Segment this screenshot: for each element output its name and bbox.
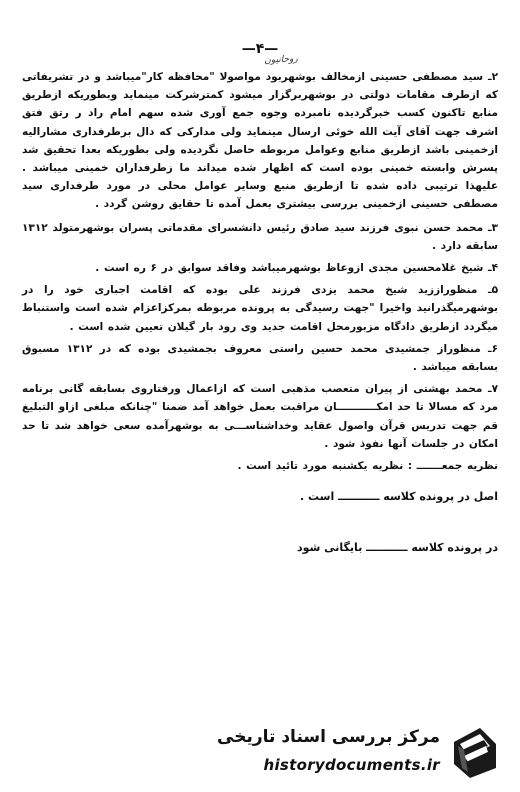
page-number: —۴— <box>241 41 279 57</box>
filing-note-copy: در پرونده کلاسه ـــــــــــ بایگانی شود <box>296 541 498 554</box>
filing-note-original: اصل در پرونده کلاسه ـــــــــــ است . <box>300 490 498 503</box>
paragraph-6: ۶ـ منظوراز جمشیدی محمد حسین راستی معروف بجمشیدی بوده که در ۱۳۱۲ مسبوق بسابقه میباشد . <box>22 342 498 374</box>
watermark-logo <box>217 722 502 784</box>
paragraph-5: ۵ـ منظوراززید شیخ محمد یزدی فرزند علی بوده که اقامت اجباری خود را در بوشهرمیگذرانید واخیرا "جهت رسیدگی به پرونده مربوطه بمرکزاعزام شده است واستنباط میگردد ازطریق دادگاه مزبورمحل اقامت جدید وی رود بار گیلان تعیین شده است . <box>22 284 498 333</box>
archive-logo-icon <box>446 724 502 780</box>
archive-url: historydocuments.ir <box>263 756 440 774</box>
paragraph-4: ۴ـ شیخ غلامحسین مجدی ازوعاظ بوشهرمیباشد وفاقد سوابق در ۶ ره است . <box>95 262 498 275</box>
paragraph-7: ۷ـ محمد بهشتی از پیران متعصب مذهبی است که ازاعمال ورفتاروی بسابقه گانی برنامه مرد که مسالا تا حد امکـــــــــــان مراقبت بعمل خواهد آمد ضمنا "چنانکه مبلغی ازاو التبلیغ قم جهت تدریس قرآن واصول عقاید وخداشناســـی به بوشهرآمده سعی خواهد شد تا حد امکان در جلسات آنها نفوذ شود . <box>22 383 498 450</box>
handwritten-note: روحانیون <box>264 54 298 66</box>
paragraph-3: ۳ـ محمد حسن نبوی فرزند سید صادق رئیس دانشسرای مقدماتی پسران بوشهرمتولد ۱۳۱۲ سابقه دارد . <box>22 221 498 252</box>
paragraph-opinion: نظریه جمعـــــــ : نظریه یکشنبه مورد تائید است . <box>237 460 498 473</box>
paragraph-2: ۲ـ سید مصطفی حسینی ازمخالف بوشهربود مواصولا "محافظه کار"میباشد و در تشریفاتی که ازطرف مقامات دولتی در بوشهربرگزار میشود کمترشرکت مینماید وبطوریکه ازطریق منابع تاکنون کسب خبرگردیده نامبرده وجوه جمع آوری شده سهم امام راد ر رتق فتق اشرف جهت آقای آیت الله خوئی ارسال مینماید ولی مدارکی که دال برطرفداری مشارالیه ازخمینی باشد ازطریق منابع وعوامل مربوطه حاصل نگردیده ولی بطوریکه بعدا تحقیق شد پسرش وابسته خمینی بوده است که اظهار شده میداند ما زطرفداران خمینی میباشد . علیهذا ترتیبی داده شده تا ازطریق منبع وسایر عوامل محلی در مورد طرفداری سید مصطفی حسینی ازخمینی بررسی بیشتری بعمل آمده تا حقایق روشن گردد . <box>22 71 498 211</box>
document-body <box>22 68 498 479</box>
archive-title: مرکز بررسی اسناد تاریخی <box>217 727 440 747</box>
